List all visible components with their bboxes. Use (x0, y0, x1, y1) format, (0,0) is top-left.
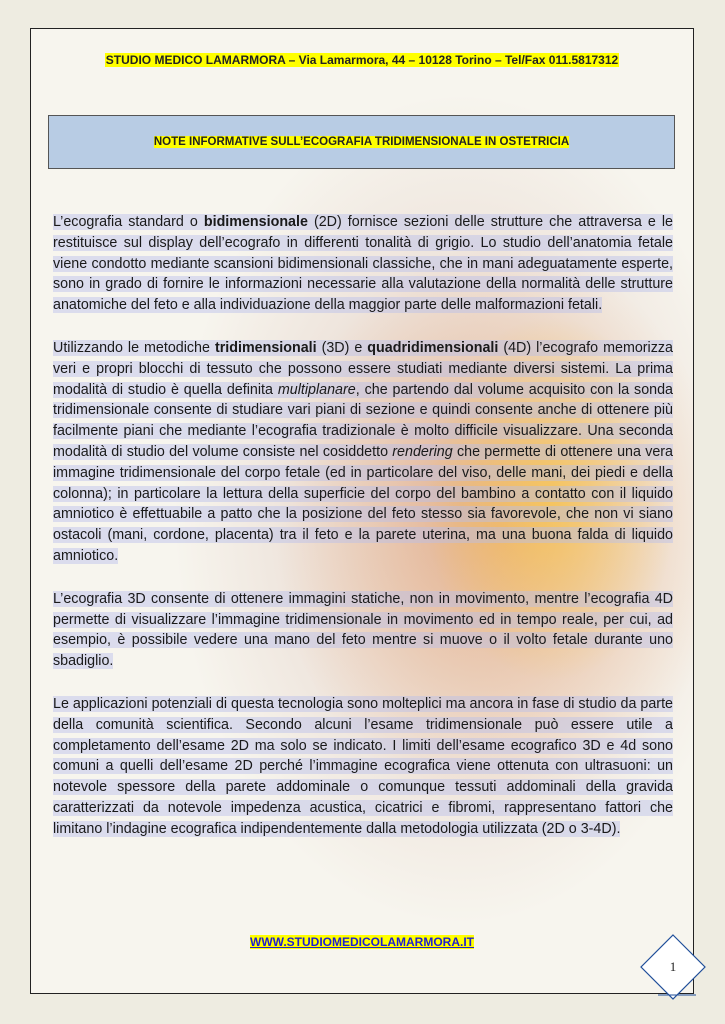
footer-website (31, 935, 693, 949)
document-body (53, 212, 673, 862)
header-studio-info: STUDIO MEDICO LAMARMORA – Via Lamarmora, 44 – 10128 Torino – Tel/Fax 011.5817312 (105, 53, 619, 67)
paragraph-static-vs-motion: L’ecografia 3D consente di ottenere immagini statiche, non in movimento, mentre l’ecografia 4D permette di visualizzare l’immagine tridimensionale in movimento ed in tempo reale, per cui, ad esempio, è possibile vedere una mano del feto mentre si muove o il volto fetale durante uno sbadiglio. (53, 590, 673, 670)
document-title: NOTE INFORMATIVE SULL’ECOGRAFIA TRIDIMENSIONALE IN OSTETRICIA (153, 136, 570, 148)
paragraph-2d: L’ecografia standard o bidimensionale (2D) fornisce sezioni delle strutture che attraversa e le restituisce sul display dell’ecografo in differenti tonalità di grigio. Lo studio dell’anatomia fetale viene condotto mediante scansioni bidimensionali classiche, che in mani adeguatamente esperte, sono in grado di fornire le informazioni necessarie alla valutazione della normalità delle strutture anatomiche del feto e alla individuazione della maggior parte delle malformazioni fetali. (53, 214, 673, 314)
website-link[interactable]: WWW.STUDIOMEDICOLAMARMORA.IT (250, 935, 474, 949)
page-frame (30, 28, 694, 994)
paragraph-applications-limits: Le applicazioni potenziali di questa tecnologia sono molteplici ma ancora in fase di studio da parte della comunità scientifica. Secondo alcuni l’esame tridimensionale può essere utile a completamento dell’esame 2D ma solo se indicato. I limiti dell’esame ecografico 3D e 4d sono comuni a quelli dell’esame 2D perché l’immagine ecografica viene ottenuta con ultrasuoni: un notevole spessore della parete addominale o comunque tessuti addominali della gravida caratterizzati da notevole impedenza acustica, cicatrici e fibromi, rappresentano fattori che limitano l’indagine ecografica indipendentemente dalla metodologia utilizzata (2D o 3-4D). (53, 695, 673, 837)
page-number-badge (638, 932, 708, 1002)
title-box (48, 115, 675, 169)
paragraph-3d-4d: Utilizzando le metodiche tridimensionali (3D) e quadridimensionali (4D) l’ecografo memorizza veri e propri blocchi di tessuto che possono essere studiati mediante diversi sistemi. La prima modalità di studio è quella definita multiplanare, che partendo dal volume acquisito con la sonda tridimensionale consente di studiare vari piani di sezione e quindi consente anche di ottenere più facilmente piani che mediante l’ecografia tradizionale è molto difficile visualizzare. Una seconda modalità di studio del volume consiste nel cosiddetto rendering che permette di ottenere una vera immagine tridimensionale del corpo fetale (ed in particolare del viso, delle mani, dei piedi e della colonna); in particolare la lettura della superficie del corpo del bambino a contatto con il liquido amniotico è effettuabile a patto che la posizione del feto stesso sia favorevole, che non vi siano ostacoli (mani, cordone, placenta) tra il feto e la parete uterina, ma una buona falda di liquido amniotico. (53, 339, 674, 564)
page-number: 1 (669, 959, 677, 974)
